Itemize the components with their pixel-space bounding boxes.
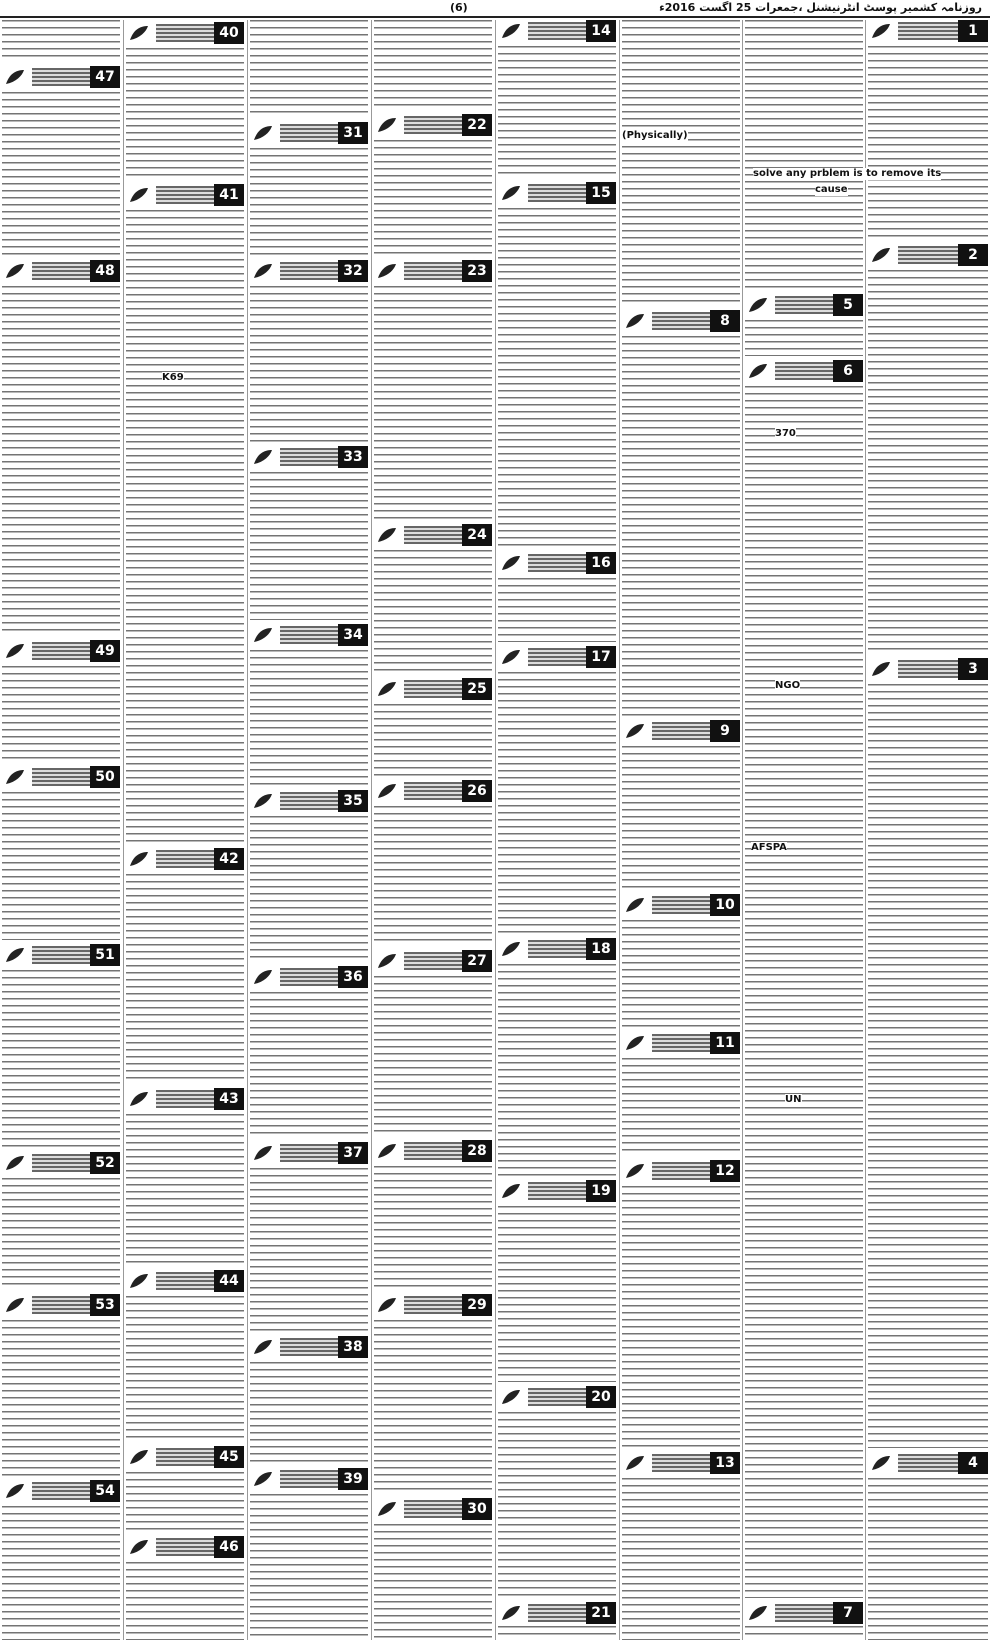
leaf-icon <box>870 246 892 264</box>
section-header-14: 14 <box>498 20 616 42</box>
section-header-27: 27 <box>374 950 492 972</box>
leaf-icon <box>500 1182 522 1200</box>
section-header-4: 4 <box>868 1452 988 1474</box>
leaf-icon <box>500 184 522 202</box>
section-header-54: 54 <box>2 1480 120 1502</box>
column-7 <box>126 20 244 1640</box>
leaf-icon <box>624 1454 646 1472</box>
leaf-icon <box>500 648 522 666</box>
section-header-21: 21 <box>498 1602 616 1624</box>
section-header-39: 39 <box>250 1468 368 1490</box>
section-header-46: 46 <box>126 1536 244 1558</box>
masthead <box>0 0 990 18</box>
leaf-icon <box>4 1296 26 1314</box>
section-header-26: 26 <box>374 780 492 802</box>
leaf-icon <box>252 1338 274 1356</box>
leaf-icon <box>252 1144 274 1162</box>
section-header-10: 10 <box>622 894 740 916</box>
section-header-22: 22 <box>374 114 492 136</box>
section-header-38: 38 <box>250 1336 368 1358</box>
column-rule <box>742 20 743 1640</box>
english-inline: AFSPA <box>751 842 787 853</box>
column-1 <box>868 20 988 1640</box>
column-rule <box>865 20 866 1640</box>
leaf-icon <box>500 22 522 40</box>
section-header-31: 31 <box>250 122 368 144</box>
column-rule <box>247 20 248 1640</box>
leaf-icon <box>376 526 398 544</box>
newspaper-title-date: روزنامہ کشمیر پوسٹ انٹرنیشنل ،جمعرات 25 اگست 2016ء <box>659 1 982 14</box>
column-6 <box>250 20 368 1640</box>
leaf-icon <box>500 1388 522 1406</box>
section-header-18: 18 <box>498 938 616 960</box>
section-header-3: 3 <box>868 658 988 680</box>
column-rule <box>619 20 620 1640</box>
leaf-icon <box>624 896 646 914</box>
leaf-icon <box>500 1604 522 1622</box>
column-rule <box>495 20 496 1640</box>
leaf-icon <box>252 262 274 280</box>
section-header-52: 52 <box>2 1152 120 1174</box>
section-header-28: 28 <box>374 1140 492 1162</box>
section-header-37: 37 <box>250 1142 368 1164</box>
section-header-42: 42 <box>126 848 244 870</box>
leaf-icon <box>128 1272 150 1290</box>
section-header-50: 50 <box>2 766 120 788</box>
section-header-12: 12 <box>622 1160 740 1182</box>
column-rule <box>123 20 124 1640</box>
leaf-icon <box>4 1482 26 1500</box>
page-number: (6) <box>450 1 468 14</box>
leaf-icon <box>500 554 522 572</box>
column-8 <box>2 20 120 1640</box>
section-header-5: 5 <box>745 294 863 316</box>
section-header-33: 33 <box>250 446 368 468</box>
number-inline: K69 <box>162 372 184 383</box>
section-header-53: 53 <box>2 1294 120 1316</box>
section-header-47: 47 <box>2 66 120 88</box>
column-4 <box>498 20 616 1640</box>
section-header-41: 41 <box>126 184 244 206</box>
section-header-35: 35 <box>250 790 368 812</box>
leaf-icon <box>4 68 26 86</box>
section-header-34: 34 <box>250 624 368 646</box>
leaf-icon <box>376 952 398 970</box>
leaf-icon <box>4 642 26 660</box>
leaf-icon <box>252 124 274 142</box>
leaf-icon <box>128 1090 150 1108</box>
leaf-icon <box>376 782 398 800</box>
leaf-icon <box>4 262 26 280</box>
leaf-icon <box>4 1154 26 1172</box>
section-header-36: 36 <box>250 966 368 988</box>
section-header-19: 19 <box>498 1180 616 1202</box>
leaf-icon <box>128 850 150 868</box>
leaf-icon <box>252 448 274 466</box>
column-3 <box>622 20 740 1640</box>
section-header-32: 32 <box>250 260 368 282</box>
leaf-icon <box>252 792 274 810</box>
section-header-29: 29 <box>374 1294 492 1316</box>
column-5 <box>374 20 492 1640</box>
english-inline: solve any prblem is to remove its <box>753 168 942 179</box>
english-inline: UN <box>785 1094 802 1105</box>
leaf-icon <box>376 1296 398 1314</box>
leaf-icon <box>500 940 522 958</box>
leaf-icon <box>128 186 150 204</box>
section-header-8: 8 <box>622 310 740 332</box>
section-header-51: 51 <box>2 944 120 966</box>
leaf-icon <box>747 296 769 314</box>
leaf-icon <box>252 626 274 644</box>
leaf-icon <box>376 116 398 134</box>
leaf-icon <box>870 22 892 40</box>
section-header-48: 48 <box>2 260 120 282</box>
section-number: 1 <box>958 20 988 42</box>
leaf-icon <box>4 946 26 964</box>
section-header-25: 25 <box>374 678 492 700</box>
section-header-24: 24 <box>374 524 492 546</box>
section-header-44: 44 <box>126 1270 244 1292</box>
column-rule <box>371 20 372 1640</box>
leaf-icon <box>376 1142 398 1160</box>
section-header-30: 30 <box>374 1498 492 1520</box>
leaf-icon <box>870 660 892 678</box>
leaf-icon <box>252 1470 274 1488</box>
section-header-1 <box>868 20 988 42</box>
english-inline: cause <box>815 184 848 195</box>
leaf-icon <box>128 1448 150 1466</box>
section-header-2: 2 <box>868 244 988 266</box>
leaf-icon <box>624 1162 646 1180</box>
leaf-icon <box>747 1604 769 1622</box>
english-inline: NGO <box>775 680 801 691</box>
section-header-45: 45 <box>126 1446 244 1468</box>
number-inline: 370 <box>775 428 796 439</box>
section-header-11: 11 <box>622 1032 740 1054</box>
leaf-icon <box>624 312 646 330</box>
leaf-icon <box>624 1034 646 1052</box>
leaf-icon <box>128 1538 150 1556</box>
column-2 <box>745 20 942 1640</box>
section-header-6: 6 <box>745 360 863 382</box>
leaf-icon <box>624 722 646 740</box>
section-header-9: 9 <box>622 720 740 742</box>
leaf-icon <box>870 1454 892 1472</box>
leaf-icon <box>252 968 274 986</box>
section-header-49: 49 <box>2 640 120 662</box>
section-header-23: 23 <box>374 260 492 282</box>
english-inline: (Physically) <box>622 130 688 141</box>
section-header-15: 15 <box>498 182 616 204</box>
section-header-43: 43 <box>126 1088 244 1110</box>
leaf-icon <box>376 262 398 280</box>
section-header-13: 13 <box>622 1452 740 1474</box>
leaf-icon <box>376 680 398 698</box>
section-header-17: 17 <box>498 646 616 668</box>
leaf-icon <box>4 768 26 786</box>
section-header-7: 7 <box>745 1602 863 1624</box>
leaf-icon <box>376 1500 398 1518</box>
section-header-20: 20 <box>498 1386 616 1408</box>
section-header-16: 16 <box>498 552 616 574</box>
leaf-icon <box>128 24 150 42</box>
leaf-icon <box>747 362 769 380</box>
section-header-40: 40 <box>126 22 244 44</box>
